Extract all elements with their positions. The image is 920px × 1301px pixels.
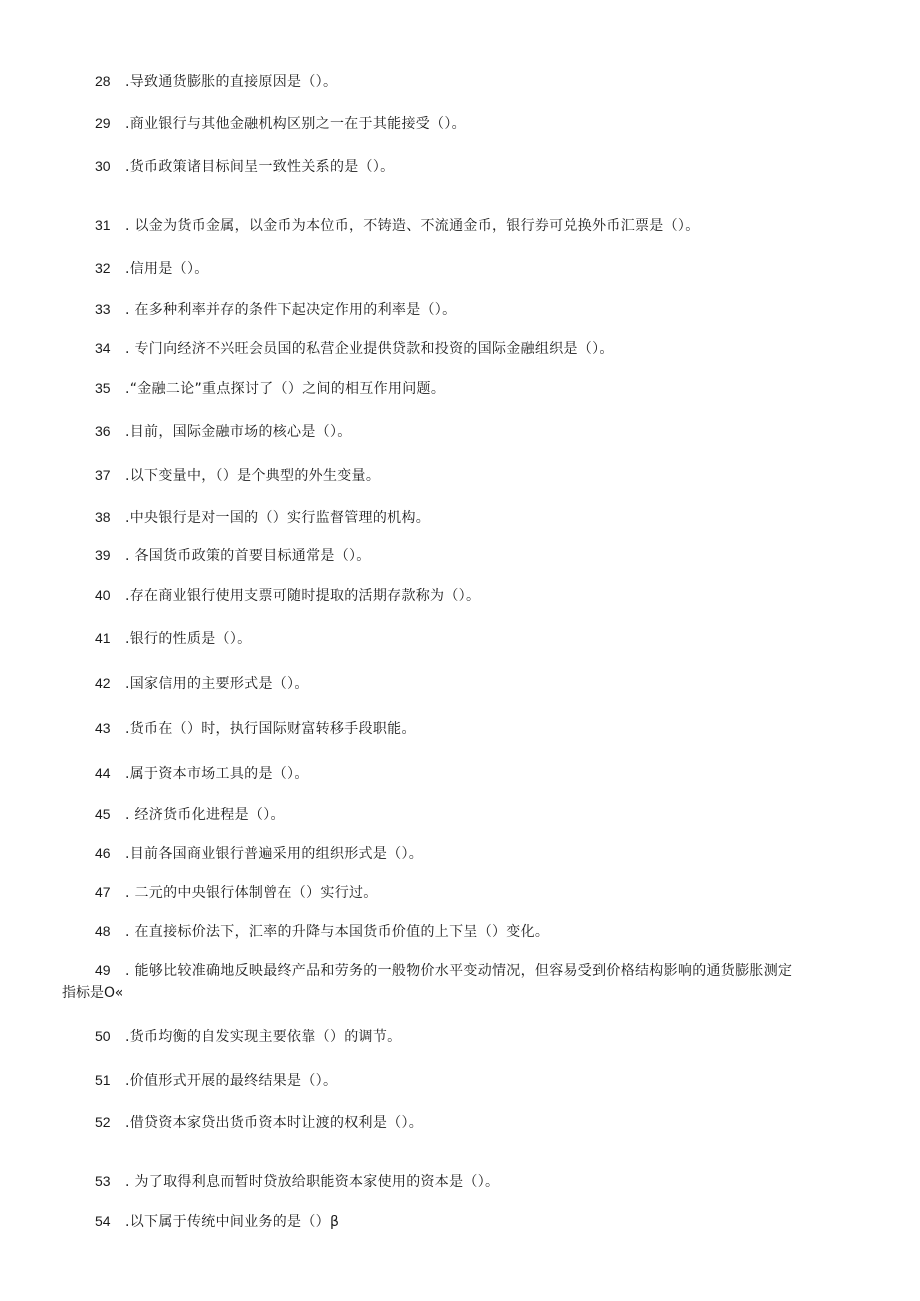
question-text: .目前，国际金融市场的核心是（）。 bbox=[125, 424, 352, 440]
question-number: 38 bbox=[95, 509, 111, 525]
question-text: .目前各国商业银行普遍采用的组织形式是（）。 bbox=[125, 846, 424, 862]
question-item bbox=[95, 214, 860, 237]
question-number: 54 bbox=[95, 1213, 111, 1229]
question-text: .存在商业银行使用支票可随时提取的活期存款称为（）。 bbox=[125, 588, 481, 604]
question-item bbox=[95, 1111, 860, 1134]
question-text: .商业银行与其他金融机构区别之一在于其能接受（）。 bbox=[125, 116, 466, 132]
question-number: 36 bbox=[95, 423, 111, 439]
question-number: 42 bbox=[95, 675, 111, 691]
question-text: .以下变量中，（）是个典型的外生变量。 bbox=[125, 468, 381, 484]
question-item bbox=[95, 337, 860, 360]
question-text: . 二元的中央银行体制曾在（）实行过。 bbox=[125, 885, 378, 901]
question-item bbox=[95, 584, 860, 607]
question-item bbox=[95, 717, 860, 740]
question-item bbox=[62, 959, 860, 1004]
question-item bbox=[95, 672, 860, 695]
question-item bbox=[95, 257, 860, 280]
question-number: 31 bbox=[95, 217, 111, 233]
question-item bbox=[95, 298, 860, 321]
question-item bbox=[95, 464, 860, 487]
question-number: 37 bbox=[95, 467, 111, 483]
question-text: . 为了取得利息而暂时贷放给职能资本家使用的资本是（）。 bbox=[125, 1174, 500, 1190]
question-item bbox=[95, 627, 860, 650]
question-item bbox=[95, 842, 860, 865]
question-item bbox=[95, 920, 860, 943]
question-number: 44 bbox=[95, 765, 111, 781]
question-text: .属于资本市场工具的是（）。 bbox=[125, 766, 309, 782]
question-text: .信用是（）。 bbox=[125, 261, 209, 277]
question-number: 40 bbox=[95, 587, 111, 603]
question-text: .借贷资本家贷出货币资本时让渡的权利是（）。 bbox=[125, 1115, 424, 1131]
question-text: . 以金为货币金属，以金币为本位币，不铸造、不流通金币，银行券可兑换外币汇票是（）。 bbox=[125, 218, 700, 234]
question-item bbox=[95, 762, 860, 785]
question-item bbox=[95, 70, 860, 93]
question-text: .货币政策诸目标间呈一致性关系的是（）。 bbox=[125, 159, 395, 175]
question-item bbox=[95, 803, 860, 826]
question-number: 46 bbox=[95, 845, 111, 861]
question-number: 49 bbox=[95, 962, 111, 978]
question-item bbox=[95, 1069, 860, 1092]
question-text: . 各国货币政策的首要目标通常是（）。 bbox=[125, 548, 371, 564]
question-text: .中央银行是对一国的（）实行监督管理的机构。 bbox=[125, 510, 431, 526]
question-number: 39 bbox=[95, 547, 111, 563]
question-item bbox=[95, 544, 860, 567]
question-text: . 能够比较准确地反映最终产品和劳务的一般物价水平变动情况，但容易受到价格结构影响的通货膨胀测定 bbox=[125, 963, 793, 979]
question-text: . 在直接标价法下，汇率的升降与本国货币价值的上下呈（）变化。 bbox=[125, 924, 550, 940]
question-number: 29 bbox=[95, 115, 111, 131]
question-text: . 在多种利率并存的条件下起决定作用的利率是（）。 bbox=[125, 302, 457, 318]
question-item bbox=[95, 1210, 860, 1233]
question-number: 34 bbox=[95, 340, 111, 356]
question-number: 53 bbox=[95, 1173, 111, 1189]
question-text: .以下属于传统中间业务的是（）β bbox=[125, 1214, 340, 1230]
question-number: 41 bbox=[95, 630, 111, 646]
question-number: 47 bbox=[95, 884, 111, 900]
question-number: 51 bbox=[95, 1072, 111, 1088]
question-text: . 专门向经济不兴旺会员国的私营企业提供贷款和投资的国际金融组织是（）。 bbox=[125, 341, 614, 357]
question-item bbox=[95, 155, 860, 178]
question-number: 35 bbox=[95, 380, 111, 396]
question-item bbox=[95, 881, 860, 904]
question-number: 45 bbox=[95, 806, 111, 822]
question-text-continuation: 指标是O« bbox=[62, 985, 124, 1001]
question-text: .“金融二论”重点探讨了（）之间的相互作用问题。 bbox=[125, 381, 446, 397]
question-text: .导致通货膨胀的直接原因是（）。 bbox=[125, 74, 338, 90]
question-item bbox=[95, 377, 860, 400]
question-number: 43 bbox=[95, 720, 111, 736]
question-number: 28 bbox=[95, 73, 111, 89]
question-item bbox=[95, 1170, 860, 1193]
question-text: .价值形式开展的最终结果是（）。 bbox=[125, 1073, 338, 1089]
question-number: 30 bbox=[95, 158, 111, 174]
question-text: .货币在（）时，执行国际财富转移手段职能。 bbox=[125, 721, 416, 737]
question-number: 33 bbox=[95, 301, 111, 317]
question-number: 32 bbox=[95, 260, 111, 276]
question-item bbox=[95, 1025, 860, 1048]
question-number: 50 bbox=[95, 1028, 111, 1044]
question-text: . 经济货币化进程是（）。 bbox=[125, 807, 285, 823]
question-item bbox=[95, 506, 860, 529]
question-number: 48 bbox=[95, 923, 111, 939]
question-item bbox=[95, 420, 860, 443]
question-number: 52 bbox=[95, 1114, 111, 1130]
question-text: .银行的性质是（）。 bbox=[125, 631, 252, 647]
question-item bbox=[95, 112, 860, 135]
question-text: .货币均衡的自发实现主要依靠（）的调节。 bbox=[125, 1029, 402, 1045]
question-text: .国家信用的主要形式是（）。 bbox=[125, 676, 309, 692]
